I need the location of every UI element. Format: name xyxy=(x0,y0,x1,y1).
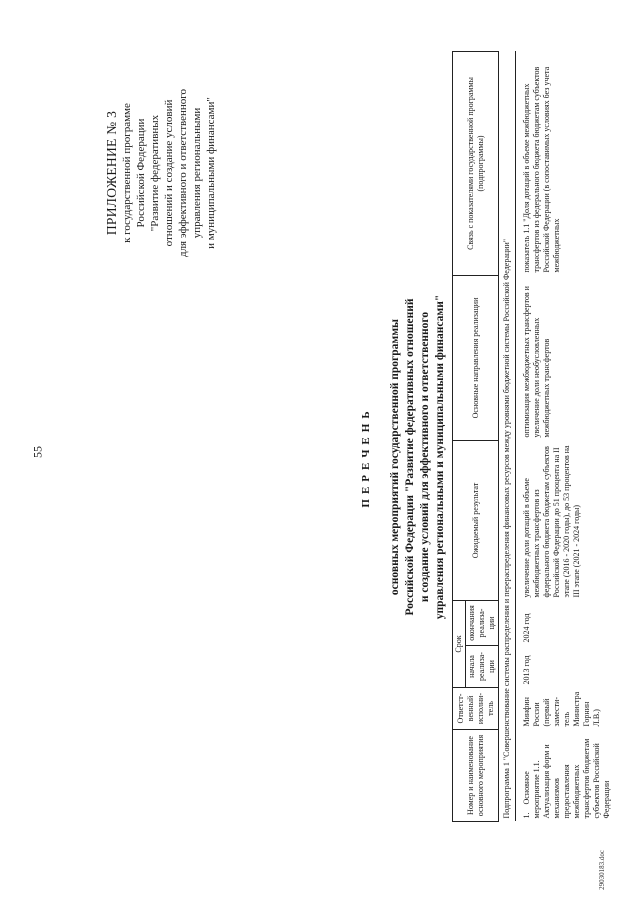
table-row xyxy=(516,51,615,821)
document-title xyxy=(388,207,448,707)
file-name: 29030183.doc xyxy=(598,850,606,890)
header-term: Срок xyxy=(453,600,466,687)
header-name: Номер и наименование основного мероприятия xyxy=(453,730,499,822)
appendix-line: к государственной программе xyxy=(121,103,133,243)
document-heading: ПЕРЕЧЕНЬ xyxy=(360,406,372,508)
document-title-line: основных мероприятий государственной программы xyxy=(389,318,401,596)
appendix-line: и муниципальными финансами" xyxy=(205,97,217,249)
measures-table xyxy=(452,51,614,822)
cell-end: 2024 год xyxy=(522,613,531,643)
document-title-line: и создание условий для эффективного и ответственного xyxy=(419,311,431,603)
cell-link: показатель 1.1 "Доля дотаций в объеме межбюджетных трансфертов из федерального бюджета бюджетам субъектов Российской Федерации (в сопоставимых условиях без учета межбюджетных xyxy=(522,66,561,273)
appendix-block xyxy=(104,53,218,293)
appendix-line: управления региональными xyxy=(191,107,203,239)
cell-directions: оптимизация межбюджетных трансфертов и увеличение доли необусловленных межбюджетных трансфертов xyxy=(522,286,551,438)
cell-result: увеличение доли дотаций в объеме межбюджетных трансфертов из федерального бюджета бюджетам субъектов Российской Федерации до 51 процента на II этапе (2016 - 2020 годы), до 53 процентов на III этапе (2021 - 2024 годы) xyxy=(522,445,581,598)
appendix-line: "Развитие федеративных xyxy=(149,114,161,232)
cell-responsible: Минфин России (первый замести-тель Министра Горнин Л.В.) xyxy=(522,691,601,727)
row-name: Основное мероприятие 1.1. Актуализация форм и механизмов предоставления межбюджетных трансфертов бюджетам субъектов Российской Федерации xyxy=(522,738,611,819)
cell-start: 2013 год xyxy=(522,655,531,685)
header-directions: Основные направления реализации xyxy=(453,275,499,440)
cell-name xyxy=(516,730,615,822)
appendix-line: Российской Федерации xyxy=(135,118,147,228)
page-number: 55 xyxy=(30,446,45,458)
rotated-page xyxy=(60,47,611,857)
appendix-line: отношений и создание условий xyxy=(163,99,175,247)
document-title-line: Российской Федерации "Развитие федеративных отношений xyxy=(404,298,416,616)
document-title-line: управления региональными и муниципальными финансами" xyxy=(434,294,446,620)
header-responsible: Ответст-венный исполни-тель xyxy=(453,688,499,730)
header-term-end: окончания реализа-ции xyxy=(466,600,499,645)
header-term-start: начала реализа-ции xyxy=(466,646,499,688)
row-number: 1. xyxy=(522,812,531,819)
header-result: Ожидаемый результат xyxy=(453,440,499,600)
appendix-title: ПРИЛОЖЕНИЕ № 3 xyxy=(104,110,119,236)
appendix-line: для эффективного и ответственного xyxy=(177,88,189,258)
header-link: Связь с показателями государственной программы (подпрограммы) xyxy=(453,51,499,275)
subprogram-title: Подпрограмма 1 "Совершенствование системы распределения и перераспределения финансовых ресурсов между уровнями бюджетной системы Российской Федерации" xyxy=(499,51,516,821)
